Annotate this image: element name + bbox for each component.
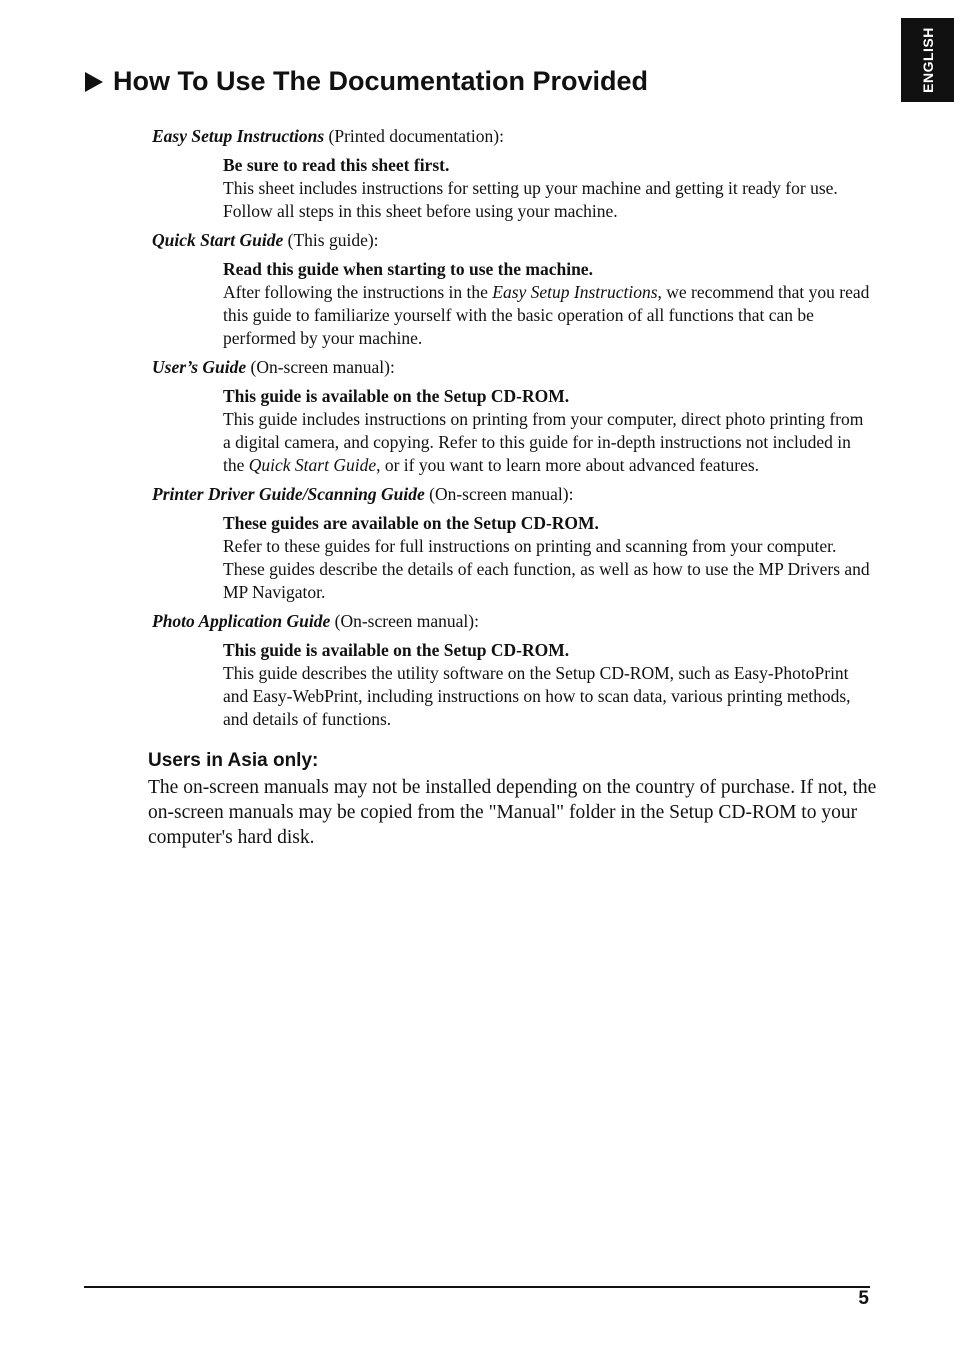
guide-type: (This guide):: [287, 230, 379, 250]
guide-item-printer-scanning: [152, 482, 872, 604]
section-heading: [84, 66, 648, 97]
guide-text: [223, 281, 872, 350]
guide-name: Printer Driver Guide/Scanning Guide: [152, 484, 425, 504]
guide-name: Photo Application Guide: [152, 611, 331, 631]
guide-type: (On-screen manual):: [250, 357, 395, 377]
guide-title: [152, 482, 872, 506]
guide-description: [223, 385, 872, 477]
triangle-bullet-icon: [84, 71, 104, 93]
guide-item-photo-application: [152, 609, 872, 731]
page-title: How To Use The Documentation Provided: [113, 66, 649, 96]
guide-text: This guide describes the utility software on the Setup CD-ROM, such as Easy-PhotoPrint and Easy-WebPrint, including instructions on how to scan data, various printing methods, and details of functions.: [223, 663, 851, 729]
note-text: The on-screen manuals may not be installed depending on the country of purchase. If not, the on-screen manuals may be copied from the "Manual" folder in the Setup CD-ROM to your computer's hard disk.: [148, 777, 877, 848]
guide-lead: This guide is available on the Setup CD-ROM.: [223, 640, 570, 660]
guide-title: [152, 355, 872, 379]
guide-description: [223, 258, 872, 350]
guide-text-reference: Quick Start Guide: [248, 455, 377, 475]
guide-item-quick-start: [152, 228, 872, 350]
guide-type: (On-screen manual):: [334, 611, 479, 631]
guide-name: User’s Guide: [152, 357, 247, 377]
guide-name: Easy Setup Instructions: [152, 126, 325, 146]
guide-text: Refer to these guides for full instructions on printing and scanning from your computer. These guides describe the details of each function, as well as how to use the MP Drivers and MP Navigator.: [223, 536, 870, 602]
guide-text-part: , or if you want to learn more about advanced features.: [376, 455, 760, 475]
guide-item-easy-setup: [152, 124, 872, 223]
guide-name: Quick Start Guide: [152, 230, 284, 250]
guide-title: [152, 228, 872, 252]
footer-rule: [84, 1286, 870, 1288]
language-tab-label: ENGLISH: [919, 27, 936, 93]
guide-text: [223, 408, 872, 477]
asia-note: [148, 750, 878, 850]
guide-text-part: After following the instructions in the: [223, 282, 493, 302]
note-heading: Users in Asia only:: [148, 750, 319, 771]
guide-list: [152, 124, 872, 736]
guide-description: [223, 154, 872, 223]
page-number: 5: [858, 1288, 869, 1309]
guide-description: [223, 639, 872, 731]
guide-lead: This guide is available on the Setup CD-ROM.: [223, 386, 570, 406]
guide-lead: Read this guide when starting to use the machine.: [223, 259, 593, 279]
guide-title: [152, 609, 872, 633]
guide-type: (Printed documentation):: [328, 126, 504, 146]
guide-lead: Be sure to read this sheet first.: [223, 155, 450, 175]
guide-title: [152, 124, 872, 148]
guide-description: [223, 512, 872, 604]
guide-text-reference: Easy Setup Instructions: [492, 282, 658, 302]
guide-lead: These guides are available on the Setup CD-ROM.: [223, 513, 599, 533]
guide-type: (On-screen manual):: [429, 484, 574, 504]
guide-text: This sheet includes instructions for setting up your machine and getting it ready for use. Follow all steps in this sheet before using your machine.: [223, 178, 838, 221]
guide-text-part: This guide includes instructions on printing from your computer, direct photo printing from a digital camera, and copying. Refer to this guide for in-depth instructions not included in the: [223, 409, 864, 475]
language-tab: [901, 18, 954, 102]
guide-item-users-guide: [152, 355, 872, 477]
guide-text-part: , we recommend that you read this guide to familiarize yourself with the basic operation of all functions that can be performed by your machine.: [223, 282, 870, 348]
